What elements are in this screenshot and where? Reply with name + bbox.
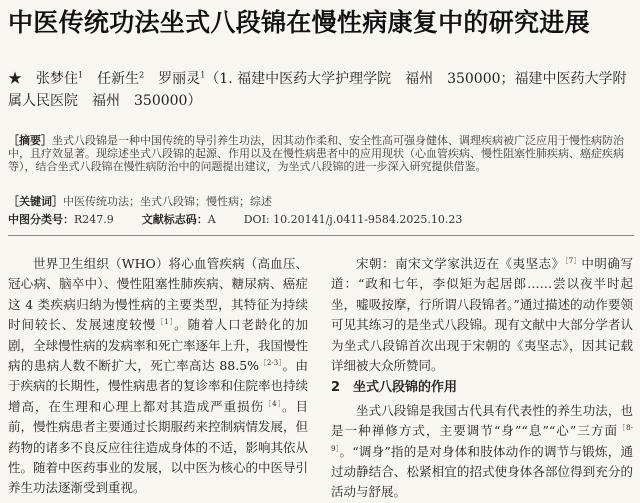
author-1-sup: 1 xyxy=(78,70,84,80)
doc-code-value: A xyxy=(207,213,216,226)
history-paragraph xyxy=(331,254,633,376)
abstract-label: ［摘要］ xyxy=(8,134,52,147)
author-2-sup: 2 xyxy=(139,70,145,80)
author-block xyxy=(8,68,633,112)
author-1: ★ 张梦住 xyxy=(8,71,78,87)
classification-line xyxy=(8,213,634,227)
history-text-1: 宋朝：南宋文学家洪迈在《夷坚志》 xyxy=(356,256,565,271)
section-title: 坐式八段锦的作用 xyxy=(353,380,458,396)
paper-title: 中医传统功法坐式八段锦在慢性病康复中的研究进展 xyxy=(8,8,590,37)
clc-value: R247.9 xyxy=(74,213,114,226)
author-3-sup: 1 xyxy=(200,70,206,80)
left-column xyxy=(8,254,308,499)
intro-text-2: 。随着人口老龄化的加剧，全球慢性病的发病率和死亡率逐年上升，我国慢性病的患病人数不断扩大，死亡率高达 88.5% xyxy=(8,317,309,374)
intro-text-3: 。由于疾病的长期性，慢性病患者的复诊率和住院率也持续增高，在生理和心理上都对其造成严重损伤 xyxy=(8,358,309,414)
keywords xyxy=(8,195,634,209)
doc-code-label: 文献标志码： xyxy=(141,213,208,226)
section-number: 2 xyxy=(331,380,341,396)
header-divider xyxy=(8,235,634,236)
history-text-2: 中明确写道：“政和七年，李似矩为起居郎……尝以夜半时起坐，嘘吸按摩，行所谓八段锦者。”通过描述的动作要领可见其练习的是坐式八段锦。现有文献中大部分学者认为坐式八段锦首次出现于宋朝的《夷坚志》，因其记载详细被大众所赞同。 xyxy=(331,256,633,374)
citation-1: ［1］ xyxy=(156,318,175,327)
intro-paragraph xyxy=(8,254,308,499)
citation-7: ［7］ xyxy=(564,256,582,265)
clc-label: 中图分类号： xyxy=(8,213,74,226)
citation-4: ［4］ xyxy=(264,399,282,408)
effects-paragraph xyxy=(331,401,633,503)
section-heading xyxy=(331,378,633,398)
intro-text-4: 。目前，慢性病患者主要通过长期服药来控制病情发展，但药物的诸多不良反应往往造成身体的不适，影响其依从性。随着中医药事业的发展，以中医为核心的中医导引养生功法逐渐受到重视。 xyxy=(8,398,309,496)
citation-2-3: ［2-3］ xyxy=(259,358,283,367)
doi: DOI: 10.20141/j.0411-9584.2025.10.23 xyxy=(243,213,463,226)
effects-text-2: 。“调身”指的是对身体和肢体动作的调节与锻炼，通过动静结合、松紧相宜的招式使身体各部位得到充分的活动与舒展。 xyxy=(331,443,633,500)
keywords-label: ［关键词］ xyxy=(8,195,63,208)
author-2: 任新生 xyxy=(83,71,140,87)
keywords-text: 中医传统功法；坐式八段锦；慢性病；综述 xyxy=(63,195,272,208)
abstract xyxy=(8,134,634,173)
citation-8-9: ［8-9］ xyxy=(331,424,633,453)
right-column xyxy=(331,254,633,503)
affiliation: （1. 福建中医药大学护理学院 福州 350000；福建中医药大学附属人民医院 福州 350000） xyxy=(8,71,627,109)
abstract-text: 坐式八段锦是一种中国传统的导引养生功法，因其动作柔和、安全性高可强身健体、调理疾病被广泛应用于慢性病防治中，且疗效显著。现综述坐式八段锦的起源、作用以及在慢性病患者中的应用现状（心血管疾病、慢性阻塞性肺疾病、癌症疾病等），结合坐式八段锦在慢性病防治中的问题提出建议，为坐式八段锦的进一步深入研究提供借鉴。 xyxy=(8,134,624,173)
effects-text-1: 坐式八段锦是我国古代具有代表性的养生功法，也是一种禅修方式，主要调节“身”“息”“心”三方面 xyxy=(331,402,633,439)
author-3: 罗丽灵 xyxy=(144,71,201,87)
intro-text-1: 世界卫生组织（WHO）将心血管疾病（高血压、冠心病、脑卒中）、慢性阻塞性肺疾病、糖尿病、癌症这 4 类疾病归纳为慢性病的主要类型，其特征为持续时间较长、发展速度较慢 xyxy=(8,256,308,333)
